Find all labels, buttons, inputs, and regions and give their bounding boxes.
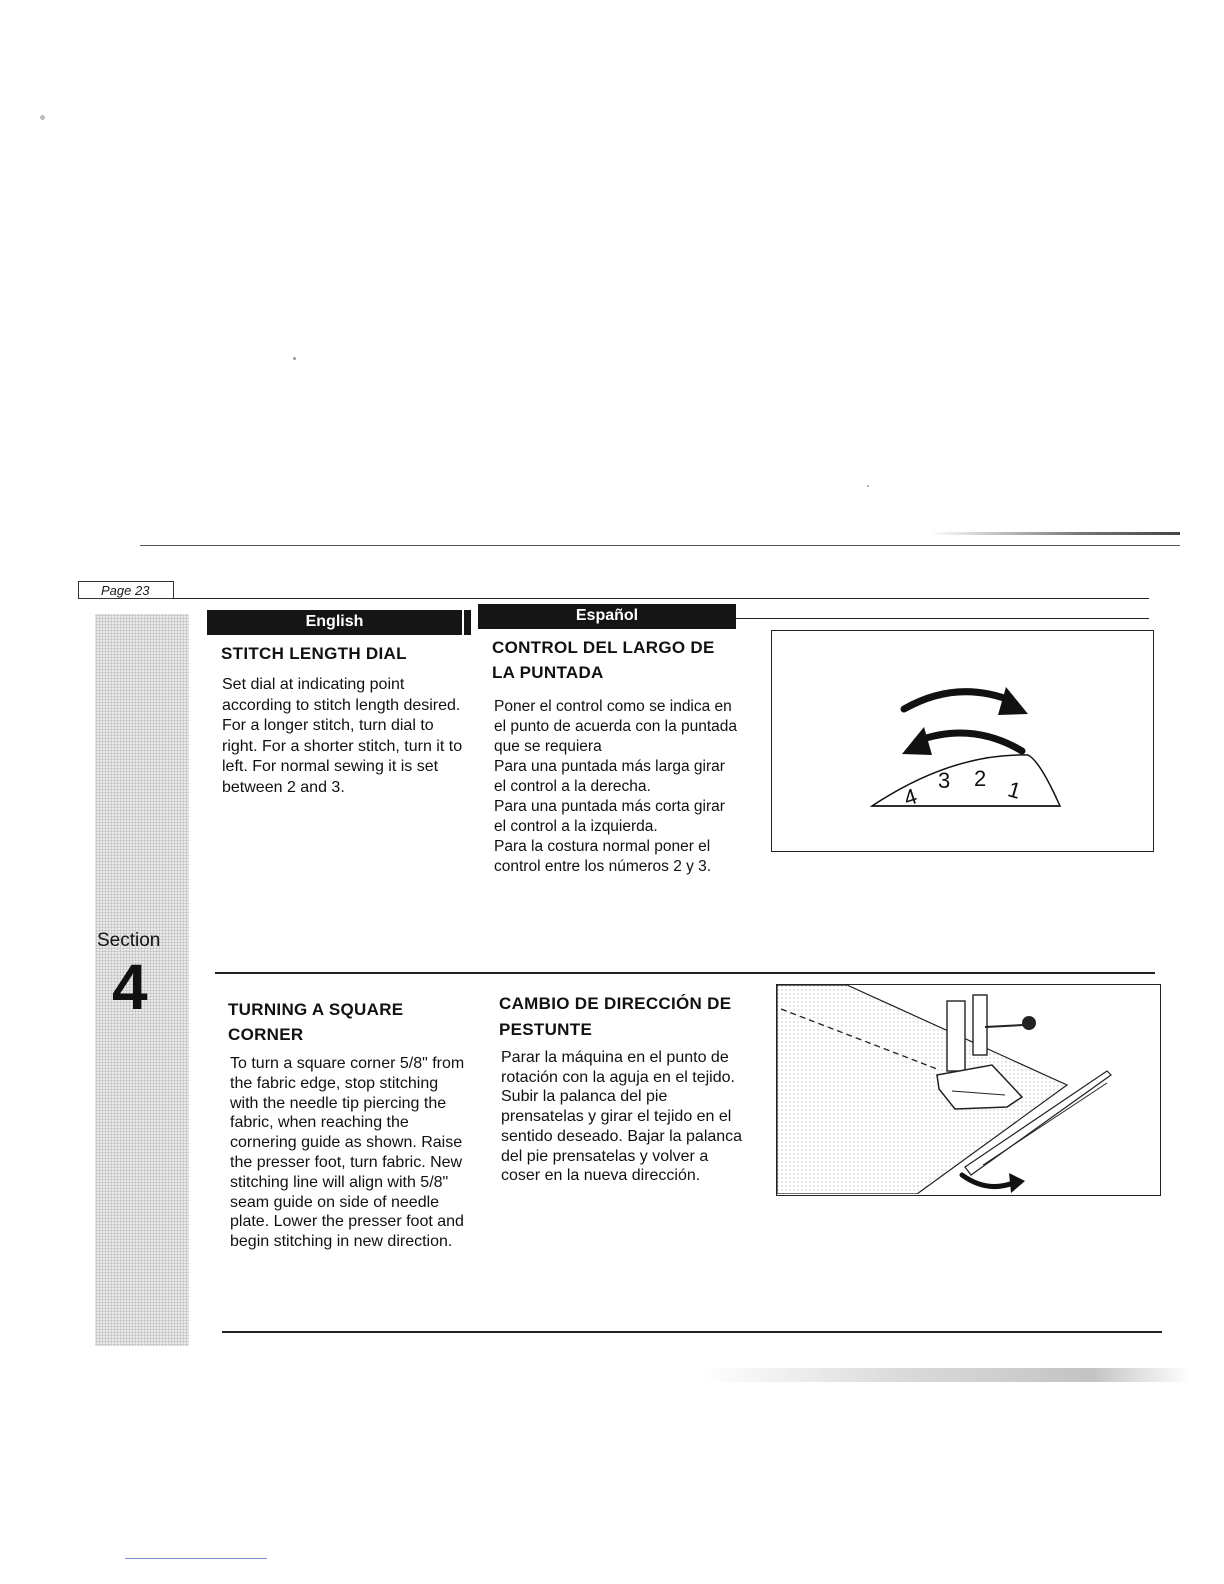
square-corner-heading-es-1: CAMBIO DE DIRECCIÓN DE [499, 994, 732, 1013]
spanish-header: Español [478, 604, 736, 629]
turn-arrow-head [1009, 1173, 1025, 1193]
section-label: Section [97, 930, 161, 951]
square-corner-heading-en-2: CORNER [228, 1025, 304, 1044]
page-header-rule [174, 598, 1149, 599]
square-corner-heading-en-1: TURNING A SQUARE [228, 1000, 404, 1019]
dial-arc [872, 755, 1060, 806]
section-number: 4 [112, 951, 148, 1023]
stitch-length-heading-es-1: CONTROL DEL LARGO DE [492, 638, 715, 657]
stitch-length-body-en [222, 675, 464, 798]
square-corner-heading-es-2: PESTUNTE [499, 1020, 593, 1039]
dial-number-3: 3 [938, 768, 951, 793]
page-label: Page 23 [78, 581, 174, 599]
section-divider [215, 972, 1155, 974]
foot-screw-shaft [985, 1025, 1023, 1027]
stitch-length-body-en-1: Set dial at indicating point according to stitch length desired. [222, 676, 461, 714]
needle-bar [947, 1001, 965, 1071]
square-corner-body-es: Parar la máquina en el punto de rotación con la aguja en el tejido. Subir la palanca del pie prensatelas y girar el tejido en el sentido deseado. Bajar la palanca del pie prensatelas y volver a coser en la nueva dirección. [501, 1049, 743, 1185]
turn-arrow-icon [962, 1175, 1013, 1187]
arrow-left-head [902, 727, 932, 755]
arrow-right-icon [904, 692, 1012, 709]
dial-number-4: 4 [900, 783, 921, 811]
arrow-right-head [998, 687, 1028, 715]
stitch-dial-figure [771, 630, 1154, 852]
page-bottom-rule [222, 1331, 1162, 1333]
stitch-length-body-es-1: Poner el control como se indica en el punto de acuerda con la puntada que se requiera [494, 698, 738, 755]
scan-speck [293, 357, 296, 360]
stitch-length-heading-en: STITCH LENGTH DIAL [221, 644, 407, 663]
scan-bottom-blue-line [125, 1558, 267, 1559]
foot-screw [1022, 1016, 1036, 1030]
dial-number-1: 1 [1005, 776, 1024, 804]
stitch-length-body-es [494, 697, 738, 877]
english-header-marker [464, 610, 471, 635]
stitch-length-body-es-4: Para la costura normal poner el control entre los números 2 y 3. [494, 838, 712, 875]
presser-bar [973, 995, 987, 1055]
scan-speck [40, 115, 45, 120]
scan-top-rule-dark [930, 532, 1180, 535]
stitch-dial-illustration [772, 631, 1152, 850]
dial-number-2: 2 [974, 766, 987, 791]
english-header: English [207, 610, 462, 635]
fabric-shape [777, 985, 1067, 1194]
scan-top-rule [140, 545, 1180, 546]
stitch-length-body-es-3: Para una puntada más corta girar el control a la izquierda. [494, 798, 725, 835]
stitch-length-body-es-2: Para una puntada más larga girar el control a la derecha. [494, 758, 725, 795]
stitch-length-body-en-2: For a longer stitch, turn dial to right. For a shorter stitch, turn it to left. For normal sewing it is set between 2 and 3. [222, 717, 463, 796]
square-corner-body-en: To turn a square corner 5/8" from the fabric edge, stop stitching with the needle tip piercing the fabric, when reaching the cornering guide as shown. Raise the presser foot, turn fabric. New stitching line will align with 5/8" seam guide on side of needle plate. Lower the presser foot and begin stitching in new direction. [230, 1055, 465, 1251]
stitch-length-heading-es-2: LA PUNTADA [492, 663, 604, 682]
header-rule [736, 618, 1149, 619]
square-corner-figure [776, 984, 1161, 1196]
arrow-left-icon [917, 733, 1022, 751]
scan-bottom-smudge [700, 1368, 1190, 1382]
scan-speck [867, 485, 869, 487]
square-corner-illustration [777, 985, 1159, 1194]
